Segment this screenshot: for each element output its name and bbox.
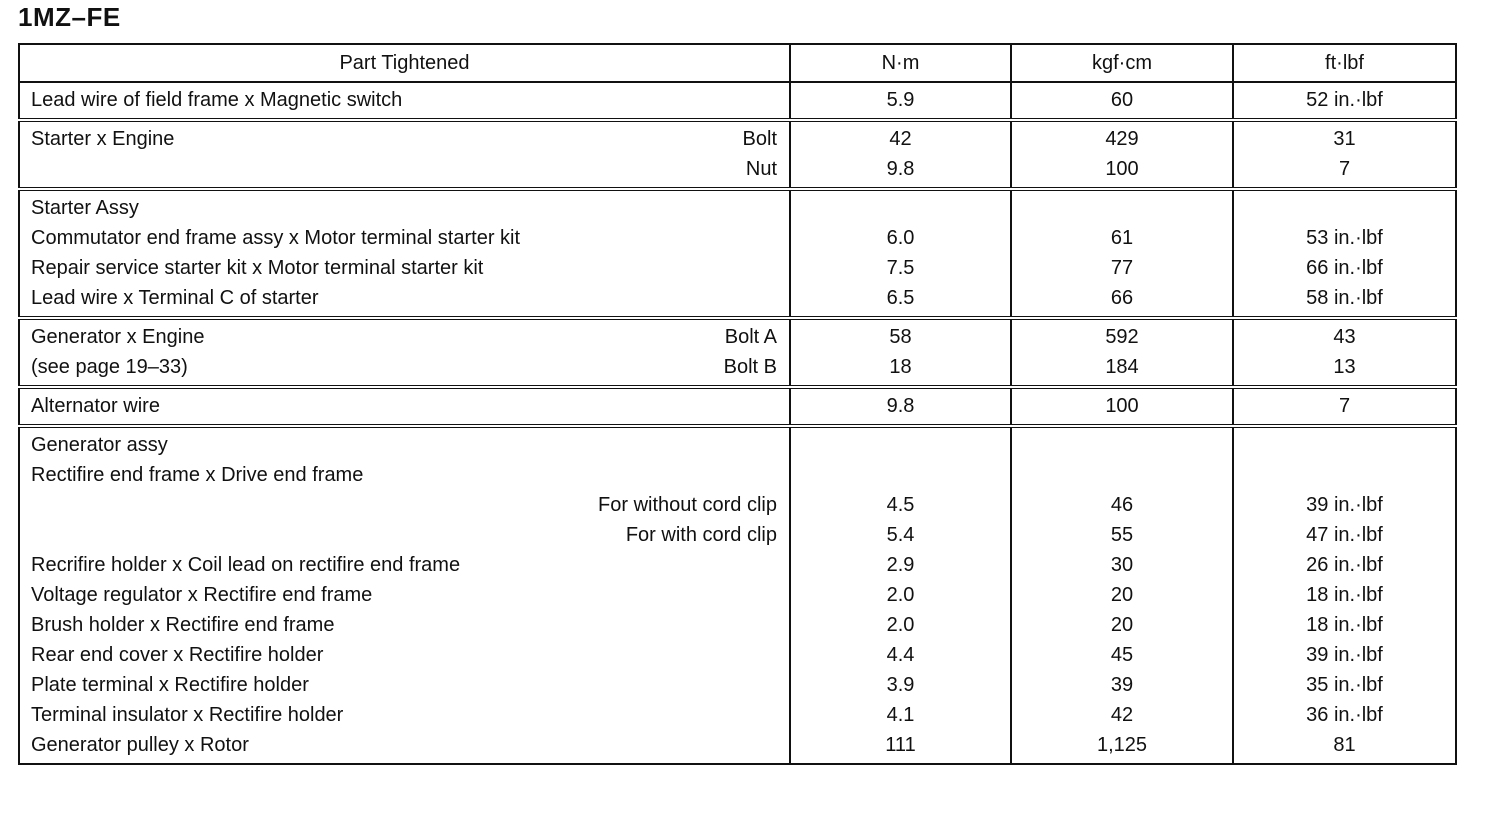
part-description: Lead wire x Terminal C of starter [31, 287, 319, 309]
kgf-cm-value: 61 [1110, 227, 1134, 249]
part-line [20, 580, 789, 610]
part-line [20, 610, 789, 640]
kgf-cm-cell [1011, 426, 1233, 764]
ft-lbf-value: 13 [1333, 356, 1356, 378]
ft-lbf-value: 7 [1338, 395, 1351, 417]
ft-lbf-value: 52 in.·lbf [1306, 89, 1383, 111]
nm-value: 4.5 [886, 494, 915, 516]
header-part-tightened: Part Tightened [19, 44, 790, 82]
table-group [19, 120, 1456, 189]
part-qualifier: Nut [745, 158, 777, 180]
nm-value: 2.0 [886, 584, 915, 606]
ft-lbf-value: 36 in.·lbf [1306, 704, 1383, 726]
part-line [20, 460, 789, 490]
ft-lbf-cell [1233, 318, 1456, 387]
table-row [19, 318, 1456, 387]
kgf-cm-value [1012, 430, 1232, 460]
nm-value [791, 430, 1010, 460]
ft-lbf-value: 35 in.·lbf [1306, 674, 1383, 696]
table-group [19, 82, 1456, 120]
part-qualifier: For with cord clip [625, 524, 777, 546]
ft-lbf-value: 7 [1338, 158, 1351, 180]
table-row [19, 426, 1456, 764]
kgf-cm-value: 42 [1110, 704, 1134, 726]
kgf-cm-value: 46 [1110, 494, 1134, 516]
nm-cell [790, 120, 1011, 189]
table-group [19, 189, 1456, 318]
kgf-cm-value: 30 [1110, 554, 1134, 576]
header-ft-lbf: ft·lbf [1233, 44, 1456, 82]
nm-value: 5.9 [886, 89, 915, 111]
kgf-cm-value [1012, 460, 1232, 490]
part-cell [19, 120, 790, 189]
ft-lbf-value: 47 in.·lbf [1306, 524, 1383, 546]
nm-value: 9.8 [886, 395, 915, 417]
kgf-cm-value: 55 [1110, 524, 1134, 546]
header-kgf-cm: kgf·cm [1011, 44, 1233, 82]
part-description: Repair service starter kit x Motor terminal starter kit [31, 257, 484, 279]
part-description: Commutator end frame assy x Motor terminal starter kit [31, 227, 521, 249]
part-line [20, 730, 789, 760]
nm-value: 3.9 [886, 674, 915, 696]
nm-value: 2.9 [886, 554, 915, 576]
part-cell [19, 318, 790, 387]
part-line [20, 550, 789, 580]
part-line [20, 253, 789, 283]
part-cell [19, 82, 790, 120]
kgf-cm-cell [1011, 189, 1233, 318]
part-description: Recrifire holder x Coil lead on rectifire end frame [31, 554, 461, 576]
kgf-cm-value: 20 [1110, 584, 1134, 606]
part-line [20, 391, 789, 421]
table-row [19, 82, 1456, 120]
ft-lbf-value: 39 in.·lbf [1306, 494, 1383, 516]
kgf-cm-value [1012, 193, 1232, 223]
kgf-cm-cell [1011, 120, 1233, 189]
nm-value: 4.4 [886, 644, 915, 666]
nm-cell [790, 387, 1011, 426]
nm-cell [790, 318, 1011, 387]
ft-lbf-cell [1233, 426, 1456, 764]
table-group [19, 318, 1456, 387]
nm-value: 42 [889, 128, 912, 150]
part-line [20, 124, 789, 154]
ft-lbf-value: 66 in.·lbf [1306, 257, 1383, 279]
nm-value: 4.1 [886, 704, 915, 726]
part-qualifier: Bolt [742, 128, 777, 150]
nm-cell [790, 82, 1011, 120]
part-line [20, 223, 789, 253]
part-description: Lead wire of field frame x Magnetic switch [31, 89, 403, 111]
table-row [19, 120, 1456, 189]
nm-value: 7.5 [886, 257, 915, 279]
part-description: Alternator wire [31, 395, 160, 417]
kgf-cm-cell [1011, 387, 1233, 426]
ft-lbf-value [1234, 193, 1455, 223]
ft-lbf-value: 81 [1333, 734, 1356, 756]
kgf-cm-cell [1011, 82, 1233, 120]
part-description: Generator assy [31, 434, 168, 456]
part-description: Voltage regulator x Rectifire end frame [31, 584, 373, 606]
kgf-cm-value: 100 [1105, 395, 1139, 417]
kgf-cm-cell [1011, 318, 1233, 387]
ft-lbf-cell [1233, 120, 1456, 189]
part-description: Rear end cover x Rectifire holder [31, 644, 324, 666]
part-cell [19, 426, 790, 764]
part-description: Starter x Engine [31, 128, 175, 150]
nm-value: 6.5 [886, 287, 915, 309]
part-description: (see page 19–33) [31, 356, 188, 378]
ft-lbf-value [1234, 430, 1455, 460]
table-row [19, 387, 1456, 426]
part-line [20, 85, 789, 115]
part-line [20, 520, 789, 550]
kgf-cm-value: 592 [1105, 326, 1139, 348]
kgf-cm-value: 77 [1110, 257, 1134, 279]
kgf-cm-value: 429 [1105, 128, 1139, 150]
nm-value: 9.8 [886, 158, 915, 180]
nm-value: 5.4 [886, 524, 915, 546]
nm-value [791, 193, 1010, 223]
kgf-cm-value: 66 [1110, 287, 1134, 309]
part-line [20, 154, 789, 184]
nm-value: 18 [889, 356, 912, 378]
part-qualifier: For without cord clip [598, 494, 777, 516]
ft-lbf-value: 43 [1333, 326, 1356, 348]
nm-value: 6.0 [886, 227, 915, 249]
ft-lbf-value [1234, 460, 1455, 490]
ft-lbf-value: 39 in.·lbf [1306, 644, 1383, 666]
kgf-cm-value: 100 [1105, 158, 1139, 180]
table-group [19, 387, 1456, 426]
part-line [20, 700, 789, 730]
part-cell [19, 189, 790, 318]
part-cell [19, 387, 790, 426]
header-nm: N·m [790, 44, 1011, 82]
nm-value [791, 460, 1010, 490]
ft-lbf-cell [1233, 82, 1456, 120]
kgf-cm-value: 39 [1110, 674, 1134, 696]
part-line [20, 640, 789, 670]
ft-lbf-value: 31 [1333, 128, 1356, 150]
ft-lbf-value: 58 in.·lbf [1306, 287, 1383, 309]
part-line [20, 430, 789, 460]
part-line [20, 283, 789, 313]
nm-value: 2.0 [886, 614, 915, 636]
table-header-row [19, 44, 1456, 82]
part-description: Starter Assy [31, 197, 139, 219]
part-qualifier: Bolt B [723, 356, 777, 378]
part-description: Generator pulley x Rotor [31, 734, 249, 756]
nm-cell [790, 189, 1011, 318]
part-line [20, 670, 789, 700]
kgf-cm-value: 45 [1110, 644, 1134, 666]
part-qualifier: Bolt A [724, 326, 777, 348]
part-description: Brush holder x Rectifire end frame [31, 614, 335, 636]
part-line [20, 322, 789, 352]
part-description: Rectifire end frame x Drive end frame [31, 464, 364, 486]
kgf-cm-value: 1,125 [1096, 734, 1148, 756]
nm-value: 111 [885, 734, 916, 756]
kgf-cm-value: 184 [1105, 356, 1139, 378]
torque-spec-table [18, 43, 1457, 765]
page-title: 1MZ–FE [18, 2, 121, 32]
part-line [20, 352, 789, 382]
part-line [20, 193, 789, 223]
table-row [19, 189, 1456, 318]
nm-value: 58 [889, 326, 912, 348]
nm-cell [790, 426, 1011, 764]
part-description: Generator x Engine [31, 326, 205, 348]
part-line [20, 490, 789, 520]
kgf-cm-value: 20 [1110, 614, 1134, 636]
ft-lbf-value: 26 in.·lbf [1306, 554, 1383, 576]
ft-lbf-value: 53 in.·lbf [1306, 227, 1383, 249]
ft-lbf-cell [1233, 387, 1456, 426]
part-description: Terminal insulator x Rectifire holder [31, 704, 344, 726]
kgf-cm-value: 60 [1110, 89, 1134, 111]
ft-lbf-value: 18 in.·lbf [1306, 584, 1383, 606]
ft-lbf-cell [1233, 189, 1456, 318]
ft-lbf-value: 18 in.·lbf [1306, 614, 1383, 636]
part-description: Plate terminal x Rectifire holder [31, 674, 309, 696]
table-group [19, 426, 1456, 764]
